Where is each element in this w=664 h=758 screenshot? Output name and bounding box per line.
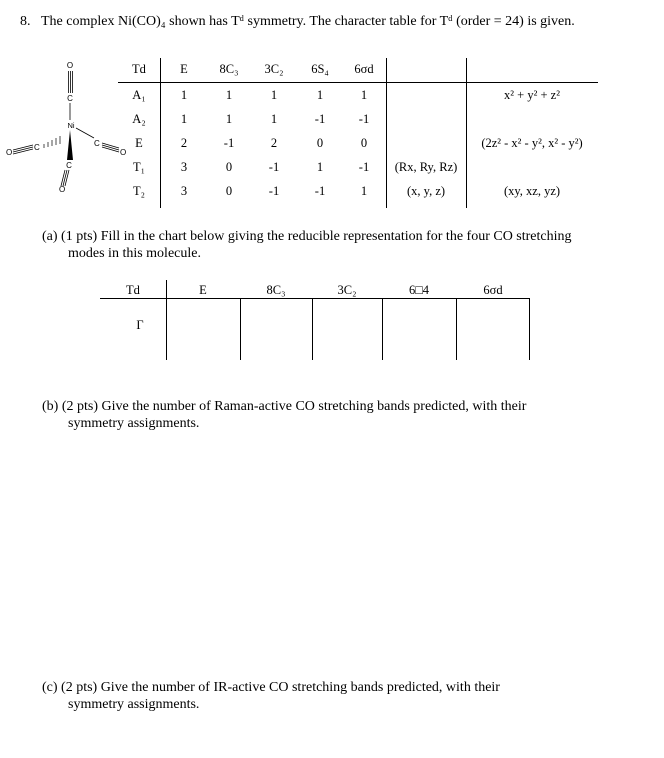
part-a-prompt (42, 228, 572, 262)
ni-co4-structure-diagram (2, 56, 130, 194)
char-e-e: 2 (180, 136, 188, 150)
part-c-line1: (c) (2 pts) Give the number of IR-active CO stretching bands predicted, with their (42, 680, 500, 695)
char-a1-e: 1 (180, 88, 188, 102)
atom-carbon-bottom: C (66, 161, 72, 170)
answer-header-6sigmad: 6σd (483, 283, 503, 297)
atom-carbon-top: C (67, 94, 73, 103)
answer-header-e: E (199, 283, 207, 297)
char-a1-3c2: 1 (270, 88, 278, 102)
class-header-e: E (180, 62, 188, 76)
part-c-prompt (42, 679, 500, 713)
quadratic-t2: (xy, xz, yz) (503, 184, 561, 198)
class-header-6s4: 6S₄ (311, 62, 329, 76)
class-header-3c2: 3C₂ (264, 62, 284, 76)
reducible-representation-table (100, 280, 530, 360)
answer-cell-6s4[interactable] (383, 299, 456, 360)
question-text: The complex Ni(CO)₄ shown has Tᵈ symmetry. The character table for Tᵈ (order = 24) is given. (41, 14, 575, 29)
char-a1-6sigmad: 1 (360, 88, 368, 102)
gamma-row-label: Γ (136, 318, 144, 332)
class-header-8c3: 8C₃ (219, 62, 239, 76)
char-t1-3c2: -1 (268, 160, 280, 174)
char-t2-6sigmad: 1 (360, 184, 368, 198)
char-t1-6sigmad: -1 (358, 160, 370, 174)
char-a1-8c3: 1 (225, 88, 233, 102)
char-t1-6s4: 1 (316, 160, 324, 174)
atom-nickel: Ni (67, 121, 75, 130)
char-e-3c2: 2 (270, 136, 278, 150)
char-t2-3c2: -1 (268, 184, 280, 198)
question-number: 8. (20, 14, 31, 29)
char-a2-6sigmad: -1 (358, 112, 370, 126)
answer-header-8c3: 8C₃ (266, 283, 286, 297)
quadratic-e: (2z² - x² - y², x² - y²) (481, 136, 583, 150)
answer-cell-6sigmad[interactable] (457, 299, 529, 360)
char-a2-3c2: 1 (270, 112, 278, 126)
char-e-6sigmad: 0 (360, 136, 368, 150)
linear-t1: (Rx, Ry, Rz) (394, 160, 458, 174)
char-e-6s4: 0 (316, 136, 324, 150)
part-c-line2: symmetry assignments. (68, 697, 200, 712)
char-a2-6s4: -1 (314, 112, 326, 126)
atom-oxygen-right: O (120, 148, 127, 157)
char-t1-8c3: 0 (225, 160, 233, 174)
atom-carbon-right: C (94, 139, 100, 148)
part-a-line1: (a) (1 pts) Fill in the chart below giving the reducible representation for the four CO stretching (42, 229, 572, 244)
part-b-line2: symmetry assignments. (68, 416, 200, 431)
char-a2-e: 1 (180, 112, 188, 126)
part-b-line1: (b) (2 pts) Give the number of Raman-active CO stretching bands predicted, with their (42, 399, 527, 414)
irrep-t1: T₁ (133, 160, 145, 174)
irrep-a2: A₂ (132, 112, 146, 126)
answer-header-group: Td (126, 283, 140, 297)
table-group-header: Td (132, 62, 146, 76)
class-header-6sigmad: 6σd (354, 62, 374, 76)
answer-cell-3c2[interactable] (313, 299, 382, 360)
atom-oxygen-top: O (66, 61, 74, 70)
atom-carbon-left: C (34, 143, 40, 152)
answer-cell-e[interactable] (167, 299, 240, 360)
answer-header-6s4: 6□4 (408, 283, 430, 297)
linear-t2: (x, y, z) (406, 184, 446, 198)
answer-header-3c2: 3C₂ (337, 283, 357, 297)
char-t2-8c3: 0 (225, 184, 233, 198)
char-t1-e: 3 (180, 160, 188, 174)
atom-oxygen-bottom: O (59, 185, 66, 194)
td-character-table (118, 58, 598, 208)
irrep-a1: A₁ (132, 88, 146, 102)
char-t2-e: 3 (180, 184, 188, 198)
quadratic-a1: x² + y² + z² (504, 88, 560, 102)
char-a2-8c3: 1 (225, 112, 233, 126)
char-a1-6s4: 1 (316, 88, 324, 102)
atom-oxygen-left: O (6, 148, 13, 157)
question-8-heading (20, 14, 575, 30)
irrep-t2: T₂ (133, 184, 145, 198)
char-e-8c3: -1 (223, 136, 235, 150)
irrep-e: E (135, 136, 143, 150)
char-t2-6s4: -1 (314, 184, 326, 198)
part-a-line2: modes in this molecule. (68, 246, 201, 261)
answer-cell-8c3[interactable] (241, 299, 312, 360)
part-b-prompt (42, 398, 526, 432)
